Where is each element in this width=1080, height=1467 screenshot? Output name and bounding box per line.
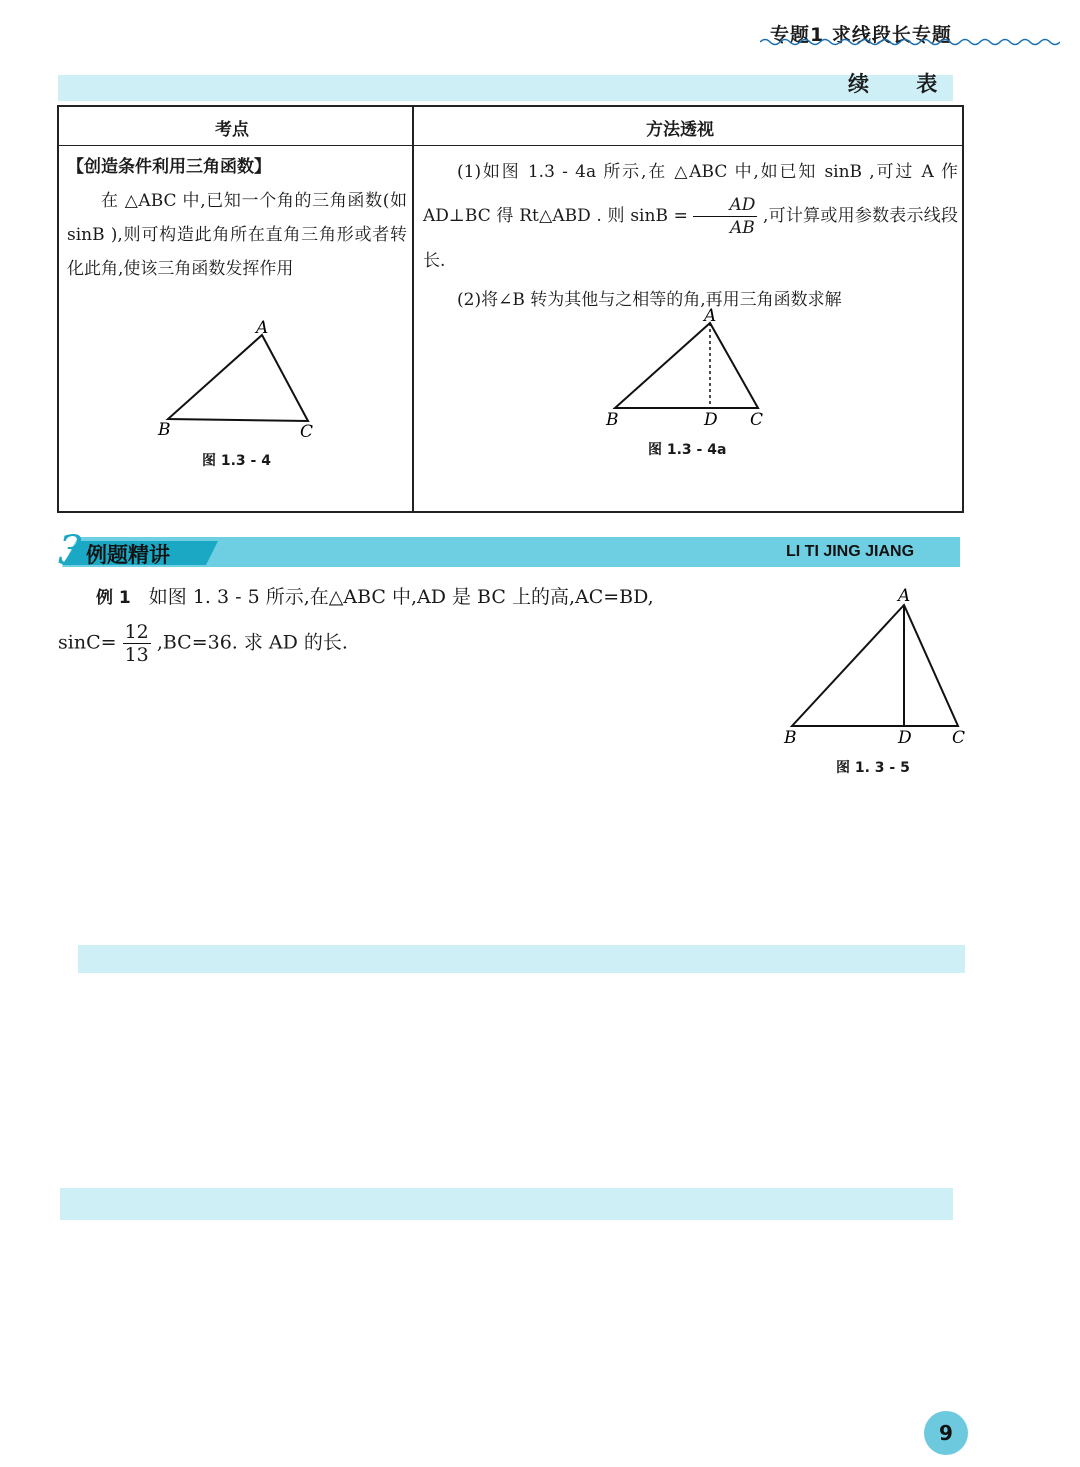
- topic-cell: [67, 150, 407, 286]
- table-header-divider: [57, 145, 964, 146]
- triangle-figure-1-3-4a: [600, 305, 780, 430]
- vertex-label-d: D: [704, 410, 718, 430]
- header-title: 专题1 求线段长专题: [770, 24, 952, 46]
- vertex-label-c: C: [952, 728, 966, 748]
- example-1: [58, 580, 788, 666]
- method-cell: [423, 150, 958, 317]
- section-pinyin: LI TI JING JIANG: [786, 543, 915, 560]
- figure-caption-1-3-4a: 图 1.3 - 4a: [648, 442, 727, 458]
- page-number-badge: 9: [924, 1411, 968, 1455]
- table-header-method: 方法透视: [646, 120, 714, 140]
- figure-caption-1-3-5: 图 1. 3 - 5: [836, 760, 910, 776]
- example-line-2: [58, 621, 788, 666]
- answer-band-2: [60, 1188, 953, 1220]
- fraction-numerator: 12: [124, 621, 149, 643]
- answer-band-1: [78, 945, 965, 973]
- example-sin-prefix: sinC=: [58, 631, 117, 654]
- example-text-1: 如图 1. 3 - 5 所示,在△ABC 中,AD 是 BC 上的高,AC=BD,: [148, 586, 654, 608]
- vertex-label-b: B: [784, 728, 797, 748]
- top-band: [58, 75, 953, 101]
- vertex-label-a: A: [704, 306, 717, 326]
- vertex-label-b: B: [158, 420, 171, 440]
- vertex-label-a: A: [898, 586, 911, 606]
- section-title: 例题精讲: [86, 543, 170, 567]
- method-paragraph-2: (2)将∠B 转为其他与之相等的角,再用三角函数求解: [457, 290, 842, 310]
- fraction-denominator: 13: [124, 644, 149, 666]
- header-wave-decoration: [760, 36, 1060, 50]
- vertex-label-a: A: [256, 318, 269, 338]
- vertex-label-c: C: [750, 410, 764, 430]
- method-paragraph-1: [423, 150, 958, 283]
- topic-title: 【创造条件利用三角函数】: [67, 157, 271, 177]
- vertex-label-b: B: [606, 410, 619, 430]
- table-column-divider: [412, 105, 414, 513]
- triangle-figure-1-3-5: [780, 583, 980, 753]
- method-p1-end: ,可计算或用参数表示线段长.: [423, 206, 958, 271]
- topic-description: 在 △ABC 中,已知一个角的三角函数(如 sinB ),则可构造此角所在直角三角形或者转化此角,使该三角函数发挥作用: [67, 191, 407, 279]
- fraction-12-13: [123, 621, 151, 666]
- triangle-abc-altitude: [615, 323, 758, 408]
- fraction-ad-ab: [693, 194, 757, 239]
- example-label: 例 1: [96, 588, 131, 608]
- triangle-abc: [168, 335, 308, 421]
- fraction-numerator: AD: [693, 194, 757, 217]
- triangle-figure-1-3-4: [150, 315, 330, 445]
- example-line-1: [58, 580, 788, 615]
- example-text-2: ,BC=36. 求 AD 的长.: [156, 631, 348, 654]
- vertex-label-c: C: [300, 422, 314, 442]
- vertex-label-d: D: [898, 728, 912, 748]
- method-p1-text: (1)如图 1.3 - 4a 所示,在 △ABC 中,如已知 sinB ,可过 A 作 AD⊥BC 得 Rt△ABD . 则 sinB =: [423, 162, 958, 226]
- section-number: 3: [58, 528, 84, 574]
- continued-label: 续 表: [848, 72, 958, 96]
- figure-caption-1-3-4: 图 1.3 - 4: [202, 453, 271, 469]
- triangle-abc-example: [792, 605, 958, 726]
- fraction-denominator: AB: [730, 218, 755, 238]
- table-header-topic: 考点: [215, 120, 249, 140]
